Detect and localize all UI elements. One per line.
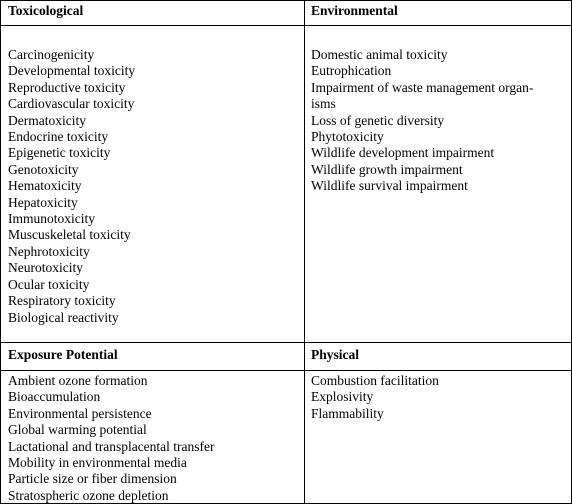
section-divider (1, 342, 571, 343)
exposure-potential-item: Stratospheric ozone depletion (8, 487, 169, 503)
toxicological-item: Dermatoxicity (8, 112, 86, 128)
toxicological-item: Carcinogenicity (8, 47, 95, 62)
exposure-potential-item: Global warming potential (8, 422, 147, 438)
toxicological-item: Ocular toxicity (8, 276, 90, 292)
toxicological-item: Reproductive toxicity (8, 79, 126, 95)
toxicological-header: Toxicological (8, 3, 84, 18)
environmental-item: Phytotoxicity (311, 129, 384, 145)
environmental-item: Wildlife growth impairment (311, 161, 463, 177)
physical-list (311, 373, 439, 422)
exposure-potential-item: Bioaccumulation (8, 389, 101, 405)
toxicological-item: Hematoxicity (8, 178, 82, 194)
environmental-item: Wildlife survival impairment (311, 178, 468, 194)
toxicological-item: Genotoxicity (8, 161, 79, 177)
physical-header: Physical (311, 347, 360, 362)
header-row-divider-top (1, 25, 571, 26)
environmental-item: Loss of genetic diversity (311, 112, 445, 128)
toxicological-item: Epigenetic toxicity (8, 145, 111, 161)
environmental-item: Domestic animal toxicity (311, 47, 448, 62)
header-row-divider-bottom (1, 370, 571, 371)
physical-item: Explosivity (311, 389, 374, 405)
toxicological-item: Neurotoxicity (8, 260, 83, 276)
toxicological-item: Biological reactivity (8, 309, 119, 325)
exposure-potential-item: Particle size or fiber dimension (8, 471, 177, 487)
environmental-item: Impairment of waste management organ- (311, 79, 534, 95)
exposure-potential-item: Ambient ozone formation (8, 373, 148, 388)
exposure-potential-header: Exposure Potential (8, 347, 118, 362)
environmental-header: Environmental (311, 3, 398, 18)
exposure-potential-item: Lactational and transplacental transfer (8, 438, 215, 454)
environmental-item: Eutrophication (311, 63, 392, 79)
toxicological-item: Hepatoxicity (8, 194, 78, 210)
toxicological-list (8, 47, 135, 326)
environmental-item: Wildlife development impairment (311, 145, 495, 161)
exposure-potential-item: Environmental persistence (8, 405, 152, 421)
toxicological-item: Nephrotoxicity (8, 243, 90, 259)
toxicological-item: Immunotoxicity (8, 211, 95, 227)
exposure-potential-list (8, 373, 215, 504)
toxicological-item: Endocrine toxicity (8, 129, 109, 145)
toxicological-item: Cardiovascular toxicity (8, 96, 135, 112)
environmental-list (311, 47, 533, 195)
exposure-potential-item: Mobility in environmental media (8, 455, 187, 471)
toxicological-item: Muscuskeletal toxicity (8, 227, 131, 243)
environmental-item: isms (311, 96, 336, 112)
column-divider (304, 1, 305, 503)
toxicological-item: Respiratory toxicity (8, 293, 116, 309)
toxicological-item: Developmental toxicity (8, 63, 136, 79)
physical-item: Flammability (311, 405, 384, 421)
physical-item: Combustion facilitation (311, 373, 439, 388)
